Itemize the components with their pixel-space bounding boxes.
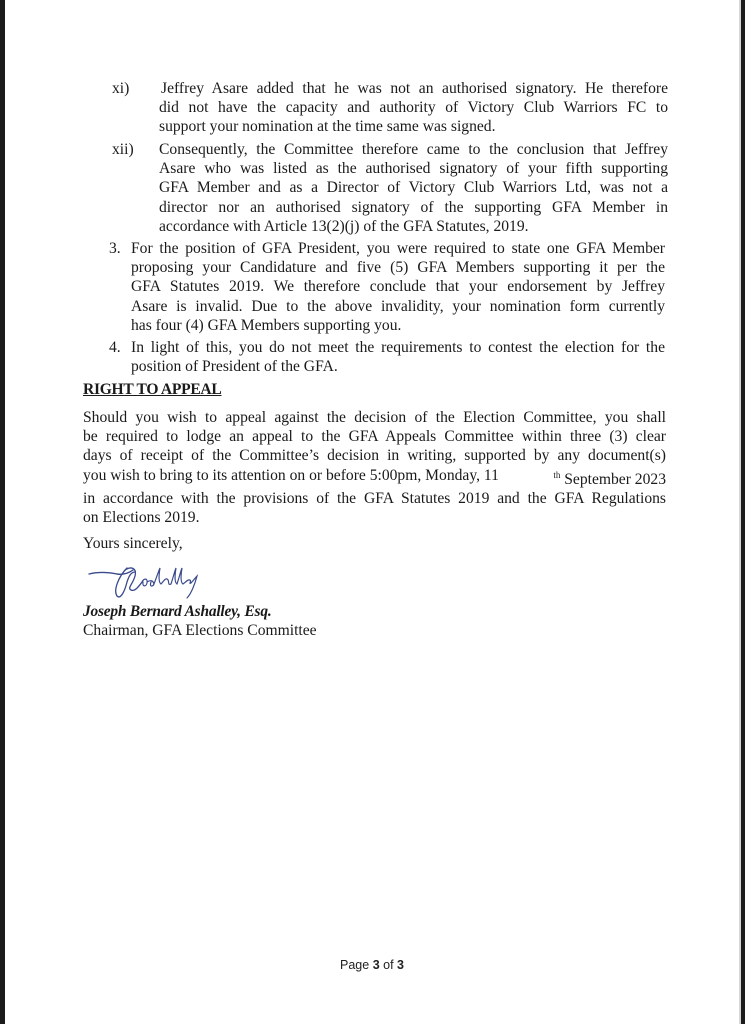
item-text-line: proposing your Candidature and five (5) GFA Members supporting it per the bbox=[131, 259, 665, 277]
appeal-text-line: in accordance with the provisions of the GFA Statutes 2019 and the GFA Regulations bbox=[83, 490, 666, 507]
of-word: of bbox=[383, 958, 394, 972]
appeal-text-line: days of receipt of the Committee’s decision in writing, supported by any document(s) bbox=[83, 447, 666, 465]
appeal-paragraph bbox=[83, 408, 666, 527]
deadline-lead: you wish to bring to its attention on or before 5:00pm, Monday, 11 bbox=[83, 466, 499, 484]
document-page bbox=[5, 0, 739, 1024]
page-edge-shadow bbox=[739, 0, 741, 1024]
deadline-date bbox=[553, 466, 666, 489]
page-word: Page bbox=[340, 958, 370, 972]
item-text-line: Asare who was listed as the authorised signatory of your fifth supporting bbox=[159, 160, 668, 178]
section-heading-right-to-appeal: RIGHT TO APPEAL bbox=[83, 381, 222, 398]
item-text-line: GFA Member and as a Director of Victory Club Warriors Ltd, was not a bbox=[159, 179, 668, 197]
item-text-line: Consequently, the Committee therefore came to the conclusion that Jeffrey bbox=[159, 141, 668, 158]
list-item-xii bbox=[112, 140, 672, 240]
list-item-3 bbox=[109, 239, 669, 339]
item-text-line: did not have the capacity and authority of Victory Club Warriors FC to bbox=[159, 99, 668, 117]
item-text-line: accordance with Article 13(2)(j) of the GFA Statutes, 2019. bbox=[159, 217, 529, 235]
closing-salutation: Yours sincerely, bbox=[83, 535, 183, 552]
item-number: 4. bbox=[109, 339, 121, 356]
item-text-line: has four (4) GFA Members supporting you. bbox=[131, 316, 402, 334]
appeal-text-line: Should you wish to appeal against the decision of the Election Committee, you shall bbox=[83, 409, 666, 426]
appeal-text-line-deadline bbox=[83, 466, 666, 489]
list-item-xi bbox=[112, 79, 672, 139]
page-number-footer bbox=[5, 958, 739, 972]
list-item-4 bbox=[109, 338, 669, 378]
item-number: 3. bbox=[109, 240, 121, 257]
item-text-line: Jeffrey Asare added that he was not an authorised signatory. He therefore bbox=[161, 80, 668, 97]
signature-icon bbox=[87, 560, 202, 602]
item-number: xi) bbox=[112, 80, 130, 97]
item-text-line: support your nomination at the time same was signed. bbox=[159, 118, 496, 136]
page-current: 3 bbox=[372, 958, 380, 972]
deadline-text bbox=[83, 466, 666, 489]
item-text-line: GFA Statutes 2019. We therefore conclude that your endorsement by Jeffrey bbox=[131, 278, 665, 296]
signer-title: Chairman, GFA Elections Committee bbox=[83, 622, 317, 639]
signer-name: Joseph Bernard Ashalley, Esq. bbox=[83, 603, 272, 620]
item-text-line: In light of this, you do not meet the requirements to contest the election for the bbox=[131, 339, 665, 356]
page-total: 3 bbox=[397, 958, 404, 972]
item-text-line: director nor an authorised signatory of the supporting GFA Member in bbox=[159, 198, 668, 216]
appeal-text-line: be required to lodge an appeal to the GFA Appeals Committee within three (3) clear bbox=[83, 428, 666, 446]
ordinal-suffix: th bbox=[553, 469, 561, 480]
item-text-line: For the position of GFA President, you were required to state one GFA Member bbox=[131, 240, 665, 257]
item-text-line: position of President of the GFA. bbox=[131, 358, 338, 376]
appeal-text-line: on Elections 2019. bbox=[83, 509, 200, 527]
item-number: xii) bbox=[112, 141, 134, 158]
deadline-month-year: September 2023 bbox=[560, 470, 666, 488]
item-text-line: Asare is invalid. Due to the above invalidity, your nomination form currently bbox=[131, 297, 665, 315]
